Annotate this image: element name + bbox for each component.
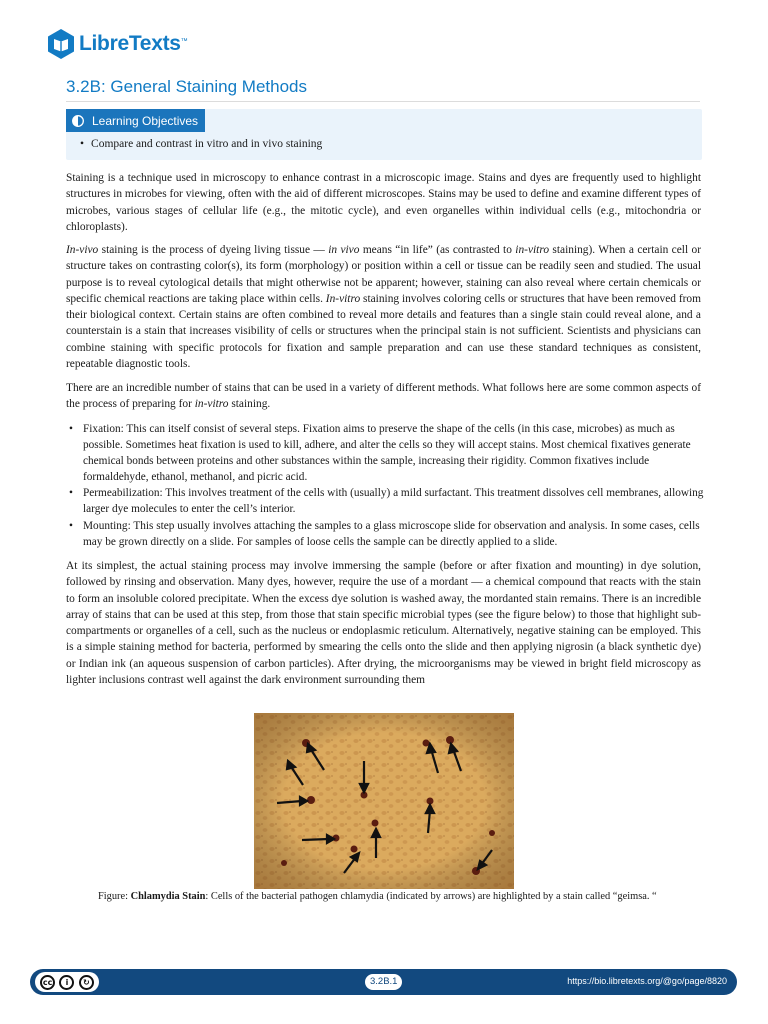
list-item-permeabilization: • Permeabilization: This involves treatment of the cells with (usually) a mild surfactant. This treatment dissolves cell membranes, allowing larger dye molecules to enter the cell’s interior. bbox=[66, 485, 706, 517]
libretexts-logo-icon bbox=[46, 28, 76, 60]
list-item-mounting: • Mounting: This step usually involves attaching the samples to a glass microscope slide for observation and analysis. In some cases, cells may be grown directly on a slide. For samples of loose cells the sample can be directly applied to a slide. bbox=[66, 518, 706, 550]
page-number: 3.2B.1 bbox=[365, 974, 402, 990]
text-run: There are an incredible number of stains that can be used in a variety of different methods. What follows here are some common aspects of the process of preparing for bbox=[66, 382, 701, 411]
share-alike-icon: ↻ bbox=[79, 975, 94, 990]
page-title: 3.2B: General Staining Methods bbox=[66, 77, 700, 102]
learning-objectives-header bbox=[66, 109, 205, 132]
term-in-vitro-inline: in-vitro bbox=[515, 244, 550, 256]
term-in-vivo-inline: in vivo bbox=[328, 244, 360, 256]
term-in-vivo: In-vivo bbox=[66, 244, 99, 256]
caption-prefix: Figure: bbox=[98, 891, 131, 902]
text-run: staining involves coloring cells or structures that have been removed from their biological context. Certain stains are often combined to reveal more details and features than a single stain could reveal alone, and a counterstain is a stain that increases visibility of cells or structures when the principal stain is not sufficient. Scientists and physicians can combine staining with specific protocols for fixation and sample preparation and can use these standard techniques as consistent, repeatable diagnostic tools. bbox=[66, 292, 701, 371]
paragraph-intro: Staining is a technique used in microscopy to enhance contrast in a microscopic image. Stains and dyes are frequently used to highlight structures in microbes for viewing, often with the aid of different microscopes. Stains may be used to define and examine different types of microbes, various stages of cellular life (e.g., the mitotic cycle), and even organelles within individual cells (e.g., mitochondria or chloroplasts). bbox=[66, 172, 701, 233]
learning-objectives-box bbox=[66, 109, 702, 160]
text-run: staining is the process of dyeing living tissue — bbox=[98, 244, 329, 256]
logo-text: LibreTexts bbox=[79, 32, 181, 55]
learning-objectives-heading: Learning Objectives bbox=[92, 113, 199, 128]
text-run: staining). When a certain cell or structure takes on contrasting color(s), its form (morphology) or position within a cell or tissue can be readily seen and studied. The usual purpose is to reveal cytological details that might otherwise not be apparent; however, staining can also reveal where certain chemicals or specific chemical reactions are taking place within cells. bbox=[66, 244, 701, 305]
logo-trademark: ™ bbox=[180, 38, 188, 45]
caption-title: Chlamydia Stain bbox=[130, 891, 206, 902]
term-in-vitro-inline: in-vitro bbox=[194, 398, 229, 411]
caption-text: : Cells of the bacterial pathogen chlamydia (indicated by arrows) are highlighted by a stain called “geimsa. “ bbox=[205, 891, 657, 902]
process-steps-list bbox=[66, 421, 706, 550]
libretexts-logo[interactable] bbox=[46, 26, 188, 62]
text-run: staining. bbox=[228, 398, 271, 411]
figure-caption bbox=[98, 890, 670, 904]
paragraph-in-vivo bbox=[66, 242, 701, 372]
paragraph-stains-intro bbox=[66, 380, 701, 413]
learning-objectives-list bbox=[80, 138, 322, 150]
paragraph-staining-process: At its simplest, the actual staining process may involve immersing the sample (before or after fixation and mounting) in dye solution, followed by rinsing and observation. Many dyes, however, require the use of a mordant — a chemical compound that reacts with the stain to form an insoluble colored precipitate. When the excess dye solution is washed away, the mordanted stain remains. There is an incredible array of stains that can be used at this step, from those that stain specific microbial types (see the figure below) to those that highlight sub-compartments or organelles of a cell, such as the nucleus or endoplasmic reticulum. Alternatively, negative staining can be employed. This is a simple staining method for bacteria, performed by smearing the cells onto the slide and then applying nigrosin (a black synthetic dye) or Indian ink (an aqueous suspension of carbon particles). After drying, the microorganisms may be viewed in bright field microscopy as lighter inclusions contrast well against the dark environment surrounding them bbox=[66, 560, 701, 687]
half-circle-icon bbox=[72, 115, 84, 127]
attribution-icon: i bbox=[59, 975, 74, 990]
page-url-link[interactable]: https://bio.libretexts.org/@go/page/8820 bbox=[567, 976, 727, 986]
creative-commons-icon: cc bbox=[40, 975, 55, 990]
term-in-vitro: In-vitro bbox=[325, 292, 361, 305]
text-run: means “in life” (as contrasted to bbox=[359, 244, 516, 256]
list-item-fixation: • Fixation: This can itself consist of several steps. Fixation aims to preserve the shape of the cells (in this case, microbes) as much as possible. Sometimes heat fixation is used to kill, adhere, and alter the cells so they will accept stains. Most chemical fixatives generate chemical bonds between proteins and other substances within the sample, increasing their rigidity. Common fixatives include formaldehyde, ethanol, methanol, and picric acid. bbox=[66, 421, 706, 485]
chlamydia-stain-micrograph bbox=[254, 713, 514, 889]
cc-license-badge[interactable] bbox=[35, 972, 99, 992]
list-item: • Compare and contrast in vitro and in vivo staining bbox=[80, 138, 322, 150]
page-footer bbox=[30, 969, 737, 995]
